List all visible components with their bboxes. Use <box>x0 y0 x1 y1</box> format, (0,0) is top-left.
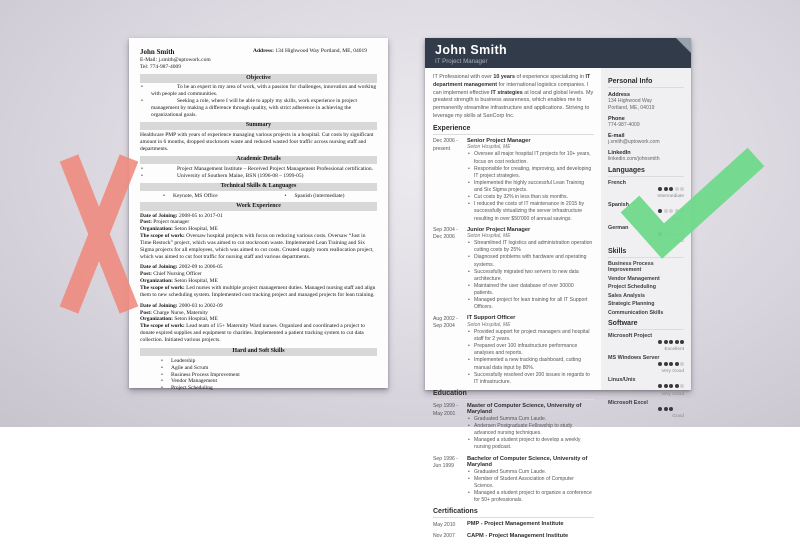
skill-bullet: • Agile and Scrum <box>160 365 377 372</box>
rating-dot <box>658 407 662 411</box>
job-bullet-list <box>467 329 594 386</box>
objective-list <box>140 84 377 119</box>
rating-dot <box>658 384 662 388</box>
section-banner-academic: Academic Details <box>140 156 377 165</box>
skill-bullet: • Project Scheduling <box>160 385 377 392</box>
skill-item: Strategic Planning <box>608 301 655 308</box>
rating-dot <box>669 407 673 411</box>
rating-dots <box>608 340 684 346</box>
job-bullet-list <box>467 240 594 311</box>
sidebar-heading-languages: Languages <box>608 167 684 177</box>
software-item <box>608 400 684 419</box>
software-name: Microsoft Excel <box>608 399 648 406</box>
software-name: Linux/Unix <box>608 377 636 384</box>
job-bullet: • Successfully migrated two servers to new data architecture. <box>467 269 594 283</box>
scope-line: The scope of work: Lead team of 15+ Maternity Ward nurses. Organized and coordinated a project to donate expired supplies and equipment to charities. Implemented a patient tracking system to cut data collection. Initiated various projects. <box>140 323 365 344</box>
good-resume-header <box>425 38 691 68</box>
rating-level: Very Good <box>661 369 684 375</box>
summary-segment: IT Professional with over <box>433 74 494 80</box>
job-bullet: • Maintained the user database of over 30000 patients. <box>467 283 594 297</box>
education-bullet: • Graduated Summa Cum Laude. <box>467 416 594 423</box>
skill-bullet: • Leadership <box>160 358 377 365</box>
post-line: Post: Charge Nurse, Maternity <box>140 309 209 316</box>
academic-bullet: • Project Management Institute – Received Project Management Professional certification. <box>140 166 377 173</box>
skill-item: Communication Skills <box>608 309 664 316</box>
rating-dot <box>680 407 684 411</box>
approved-check-icon <box>617 147 767 262</box>
date-range: Sep 1999 - May 2001 <box>433 403 458 417</box>
section-banner-summary: Summary <box>140 122 377 131</box>
degree-title: Master of Computer Science, University of Maryland <box>467 402 582 415</box>
certification-date: May 2010 <box>433 521 456 528</box>
education-bullet: • Managed a student project to develop a weekly nursing podcast. <box>467 437 594 451</box>
education-bullet: • Member of Student Association of Computer Science. <box>467 476 594 490</box>
job-title: Senior Project Manager <box>467 137 531 144</box>
job-bullet: • Streamlined IT logistics and administration operation cutting costs by 25% <box>467 240 594 254</box>
job-bullet: • Prepared over 100 infrastructure performance analyses and reports. <box>467 343 594 357</box>
organization-line: Organization: Seton Hospital, ME <box>140 278 218 285</box>
rating-level: Basic <box>672 239 684 245</box>
skill-bullet: • Vendor Management <box>160 378 377 385</box>
phone-value: 774-987-4009 <box>608 122 640 129</box>
personal-field-phone: Phone 774-987-4009 <box>608 116 684 129</box>
address-value: 134 Highwood Way Portland, ME, 04019 <box>275 48 367 54</box>
job-bullet: • Implemented a new tracking dashboard, cutting manual data input by 80%. <box>467 357 594 371</box>
software-item <box>608 355 684 374</box>
folded-corner-decoration <box>676 38 691 53</box>
job-bullet: • I reduced the costs of IT maintenance in 2015 by successfully virtualizing the server infrastructure resulting in over $50'000 of annual savings. <box>467 201 594 222</box>
date-of-joining-line: Date of Joining: 2008-05 to 2017-01 <box>140 212 223 219</box>
job-bullet: • Managed project for lean training for all IT Support Officers. <box>467 297 594 311</box>
skill-item: Vendor Management <box>608 275 660 282</box>
rating-dot <box>669 384 673 388</box>
email-value: j.smith@uptowork.com <box>608 139 660 146</box>
rating-dot <box>664 340 668 344</box>
rating-dot <box>680 340 684 344</box>
company-name: Seton Hospital, ME <box>467 144 511 151</box>
summary-segment: IT department management <box>433 74 591 88</box>
date-of-joining-line: Date of Joining: 2002-09 to 2006-05 <box>140 264 223 271</box>
certification-name: PMP - Project Management Institute <box>467 521 564 528</box>
education-bullet-list <box>467 469 594 505</box>
sidebar-heading-skills: Skills <box>608 248 684 258</box>
degree-title: Bachelor of Computer Science, University of Maryland <box>467 455 588 468</box>
job-bullet: • Implemented the highly successful Lean Training and Six Sigma projects. <box>467 180 594 194</box>
rating-level: Basic <box>672 216 684 222</box>
job-bullet: • Cut costs by 32% in less than six months. <box>467 194 594 201</box>
experience-entry <box>433 227 594 312</box>
technical-skill-item: • Spanish (intermediate) <box>262 193 378 200</box>
academic-list <box>140 166 377 180</box>
rating-dot <box>658 362 662 366</box>
section-banner-technical-skills: Technical Skills & Languages <box>140 183 377 192</box>
job-bullet: • Responsible for creating, improving, and developing IT project strategies. <box>467 166 594 180</box>
scope-line: The scope of work: Oversaw hospital projects with focus on reducing various costs. Oversaw “Just in Time Restock” project, which was aimed to cut stockroom waste. Implemented Lean Training and Six Sigma projects for all employees, which was aimed to cut costs. Created supply room reallocation project, which was aimed to cut foot traffic for nursing staff and various departments. <box>140 233 374 261</box>
job-bullet: • Provided support for project managers and hospital staff for 2 years. <box>467 329 594 343</box>
software-item <box>608 377 684 396</box>
rating-dots <box>608 362 684 368</box>
summary-segment: of experience specializing in <box>515 74 586 80</box>
email-line: E-Mail: j.smith@uptowork.com <box>140 56 211 63</box>
job-bullet: • Diagnosed problems with hardware and operating systems. <box>467 254 594 268</box>
hard-soft-skills-list <box>140 358 377 393</box>
objective-bullet: • To be an expert in my area of work, with a passion for challenges, innovation and working with people and communities. <box>140 84 377 98</box>
rating-dot <box>664 362 668 366</box>
technical-skills-list <box>140 193 377 200</box>
job-title: IT Support Officer <box>467 315 516 322</box>
job-bullet: • Oversee all major hospital IT projects for 10+ years, focus on cost reduction. <box>467 151 594 165</box>
skill-item: Project Scheduling <box>608 284 656 291</box>
language-name: French <box>608 179 626 186</box>
summary-segment: IT strategies <box>491 89 523 96</box>
personal-field-email: E-mail j.smith@uptowork.com <box>608 133 684 146</box>
skills-list <box>608 261 684 316</box>
summary-text: Healthcare PMP with years of experience managing various projects in a hospital. Cut costs by significant amount in 6 months, dropped stockroom waste and reduced wasted foot traffic across nursing staff and departments. <box>140 131 374 152</box>
rating-dots <box>608 384 684 390</box>
bad-resume-document <box>129 38 388 392</box>
rating-dot <box>664 384 668 388</box>
rating-level: Good <box>672 414 684 420</box>
summary-segment: 10 years <box>493 74 516 80</box>
rating-level: Excellent <box>664 347 684 352</box>
section-heading-education: Education <box>433 390 594 400</box>
certification-date: Nov 2007 <box>433 533 455 540</box>
rating-dot <box>675 362 679 366</box>
software-item <box>608 333 684 352</box>
rating-dot <box>664 407 668 411</box>
personal-field-linkedin: LinkedIn linkedin.com/johnsmith <box>608 150 684 163</box>
rating-dot <box>680 362 684 366</box>
section-banner-objective: Objective <box>140 74 377 83</box>
date-range: Sep 2004 - Dec 2006 <box>433 227 458 241</box>
date-of-joining-line: Date of Joining: 2000-03 to 2002-09 <box>140 302 223 309</box>
work-entry <box>140 213 377 261</box>
post-line: Post: Project manager <box>140 219 190 226</box>
education-bullet: • Managed a student project to organize a conference for 50+ professionals. <box>467 490 594 504</box>
section-heading-certifications: Certifications <box>433 508 594 518</box>
technical-skill-item: • Keynote, MS Office <box>140 193 256 200</box>
address-line: Address: 134 Highwood Way Portland, ME, 04019 <box>253 48 367 54</box>
section-banner-hard-soft-skills: Hard and Soft Skills <box>140 348 377 357</box>
objective-bullet: • Seeking a role, where I will be able to apply my skills, work experience in project management by making a difference through quality, with strict adherence in achieving the organizational goals. <box>140 98 377 119</box>
sidebar-heading-software: Software <box>608 320 684 330</box>
rating-dot <box>675 407 679 411</box>
linkedin-value: linkedin.com/johnsmith <box>608 156 660 162</box>
company-name: Seton Hospital, ME <box>467 321 511 328</box>
skill-bullet: • Business Process Improvement <box>160 372 377 379</box>
summary-segment: at local and global levels. My greatest strength is business awareness, which enables me to permanently streamline infrastructure and applications. Striving to leverage my skills at SanCorp Inc. <box>433 89 594 120</box>
academic-bullet: • University of Southern Maine, BSN (1996-08 – 1999-05) <box>140 173 377 180</box>
rating-level: Intermediate <box>657 194 684 200</box>
section-banner-work-experience: Work Experience <box>140 202 377 211</box>
resume-main-column <box>425 68 601 540</box>
date-range: Aug 2002 - Sep 2004 <box>433 315 458 330</box>
rating-dot <box>680 384 684 388</box>
education-entry <box>433 403 594 452</box>
certification-entry <box>433 533 594 540</box>
address-line-1: 134 Highwood Way <box>608 98 652 104</box>
phone-value: 774-987-4009 <box>149 64 182 71</box>
language-name: Spanish <box>608 202 629 209</box>
education-bullet-list <box>467 416 594 452</box>
phone-line: Tel: 774-987-4009 <box>140 64 182 71</box>
company-name: Seton Hospital, ME <box>467 233 511 240</box>
education-entry <box>433 456 594 505</box>
summary-segment: for international logistics companies. I can implement effective <box>433 81 589 96</box>
section-heading-experience: Experience <box>433 125 594 135</box>
candidate-name: John Smith <box>140 47 175 56</box>
certification-name: CAPM - Project Management Institute <box>467 532 569 539</box>
rating-dot <box>658 340 662 344</box>
post-line: Post: Chief Nursing Officer <box>140 271 202 278</box>
email-value: j.smith@uptowork.com <box>158 56 211 63</box>
rating-level: Very Good <box>661 391 684 397</box>
professional-summary <box>433 74 594 121</box>
organization-line: Organization: Seton Hospital, ME <box>140 226 218 233</box>
candidate-name: John Smith <box>435 43 508 57</box>
work-entry <box>140 303 377 345</box>
date-range: Sep 1996 - Jun 1999 <box>433 456 458 470</box>
education-bullet: • Andersen Postgraduate Fellowship to study advanced nursing techniques. <box>467 423 594 437</box>
sidebar-heading-personal-info: Personal Info <box>608 78 684 88</box>
rating-dot <box>669 362 673 366</box>
job-bullet-list <box>467 151 594 222</box>
bad-resume-header <box>140 47 377 71</box>
job-bullet: • Successfully resolved over 200 issues in regards to IT infrastructure. <box>467 372 594 386</box>
software-name: Microsoft Project <box>608 332 653 339</box>
software-name: MS Windows Server <box>608 355 660 361</box>
date-range: Dec 2006 - present <box>433 138 458 152</box>
certification-entry <box>433 521 594 529</box>
rejected-x-icon <box>59 150 139 318</box>
education-bullet: • Graduated Summa Cum Laude. <box>467 469 594 476</box>
job-title: Junior Project Manager <box>467 226 531 233</box>
skill-item: Business Process Improvement <box>608 261 654 274</box>
experience-entry <box>433 315 594 386</box>
skill-item: Sales Analysis <box>608 292 645 299</box>
address-line-2: Portland, ME, 04019 <box>608 105 655 112</box>
candidate-job-title: IT Project Manager <box>435 58 488 65</box>
rating-dot <box>675 384 679 388</box>
scope-line: The scope of work: Led nurses with multiple project management duties. Managed nursing staff and align them to new scheduling system. Implemented cost tracking project and managed projects for lean training. <box>140 285 376 299</box>
organization-line: Organization: Seton Hospital, ME <box>140 316 218 323</box>
work-entry <box>140 264 377 299</box>
language-name: German <box>608 224 629 231</box>
experience-entry <box>433 138 594 223</box>
rating-dots <box>608 407 684 413</box>
rating-dot <box>669 340 673 344</box>
personal-field-address: Address 134 Highwood Way Portland, ME, 04019 <box>608 92 684 113</box>
rating-dot <box>675 340 679 344</box>
